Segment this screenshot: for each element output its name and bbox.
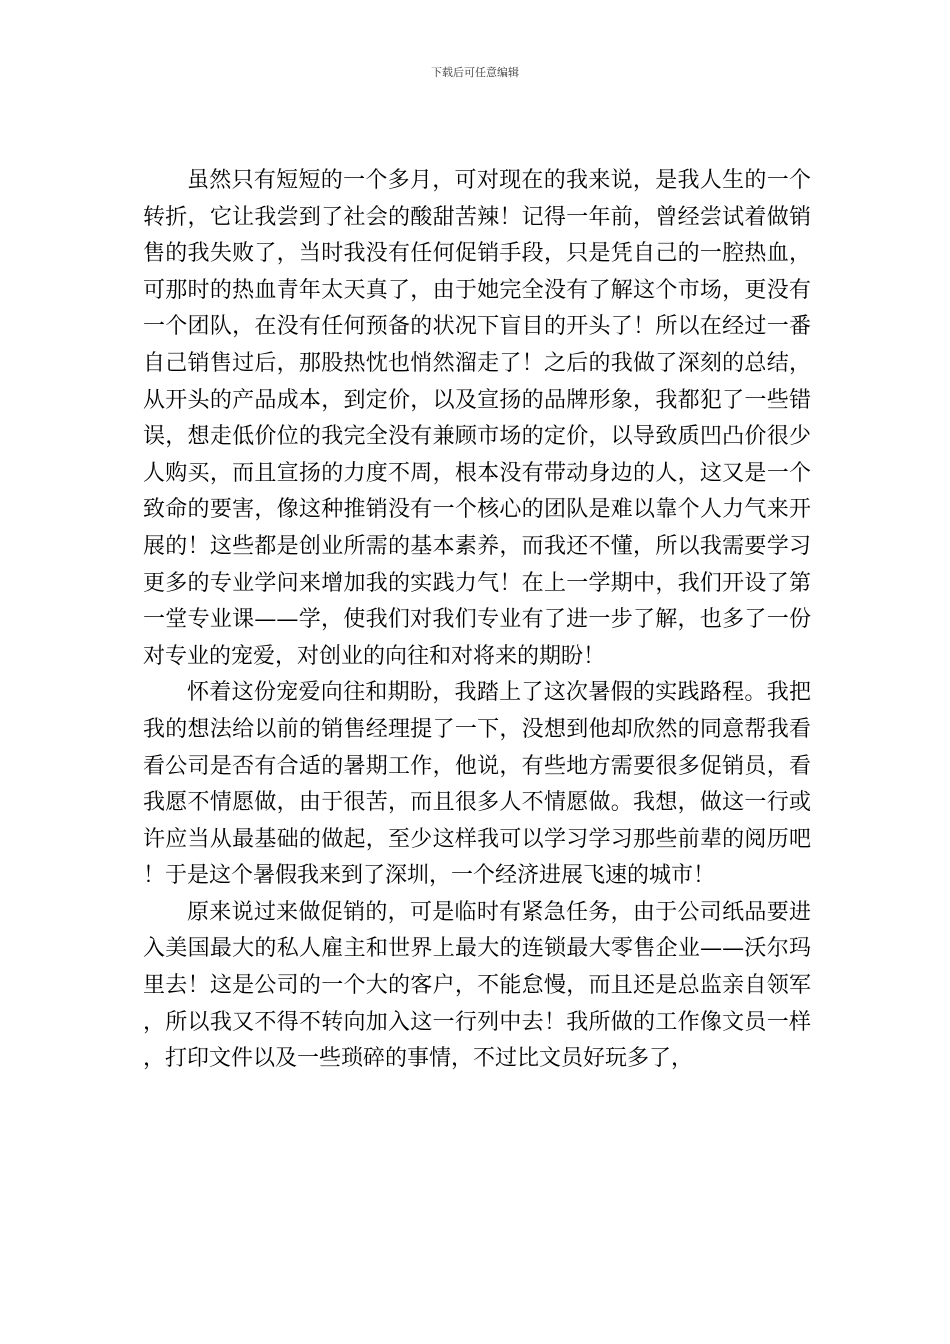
page-header: 下载后可任意编辑 bbox=[431, 66, 519, 79]
paragraph-3: 原来说过来做促销的，可是临时有紧急任务，由于公司纸品要进入美国最大的私人雇主和世界上最大的连锁最大零售企业——沃尔玛里去！这是公司的一个大的客户，不能怠慢，而且还是总监亲自领军，所以我又不得不转向加入这一行列中去！我所做的工作像文员一样，打印文件以及一些琐碎的事情，不过比文员好玩多了， bbox=[143, 899, 811, 1072]
paragraph-2: 怀着这份宠爱向往和期盼，我踏上了这次暑假的实践路程。我把我的想法给以前的销售经理提了一下，没想到他却欣然的同意帮我看看公司是否有合适的暑期工作，他说，有些地方需要很多促销员，看我愿不情愿做，由于很苦，而且很多人不情愿做。我想，做这一行或许应当从最基础的做起，至少这样我可以学习学习那些前辈的阅历吧！于是这个暑假我来到了深圳，一个经济进展飞速的城市！ bbox=[143, 680, 811, 889]
document-body bbox=[143, 163, 811, 1078]
paragraph-1: 虽然只有短短的一个多月，可对现在的我来说，是我人生的一个转折，它让我尝到了社会的酸甜苦辣！记得一年前，曾经尝试着做销售的我失败了，当时我没有任何促销手段，只是凭自己的一腔热血，可那时的热血青年太天真了，由于她完全没有了解这个市场，更没有一个团队，在没有任何预备的状况下盲目的开头了！所以在经过一番自己销售过后，那股热忱也悄然溜走了！之后的我做了深刻的总结，从开头的产品成本，到定价，以及宣扬的品牌形象，我都犯了一些错误，想走低价位的我完全没有兼顾市场的定价，以导致质凹凸价很少人购买，而且宣扬的力度不周，根本没有带动身边的人，这又是一个致命的要害，像这种推销没有一个核心的团队是难以靠个人力气来开展的！这些都是创业所需的基本素养，而我还不懂，所以我需要学习更多的专业学问来增加我的实践力气！在上一学期中，我们开设了第一堂专业课——学，使我们对我们专业有了进一步了解，也多了一份对专业的宠爱，对创业的向往和对将来的期盼！ bbox=[143, 168, 811, 669]
